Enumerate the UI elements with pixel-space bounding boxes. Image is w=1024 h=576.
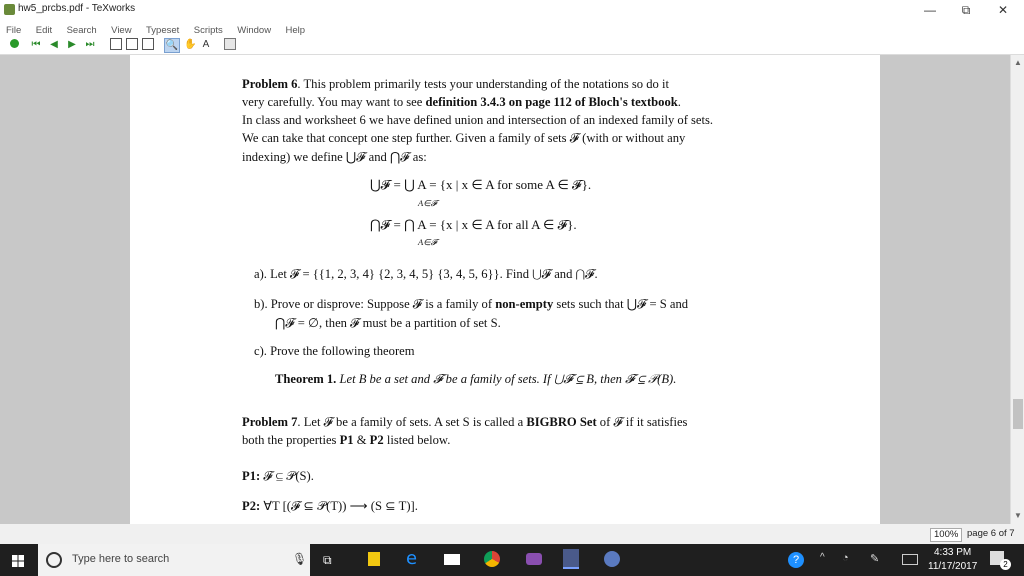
p7-line-1 (242, 415, 687, 430)
edge-icon[interactable]: e (406, 548, 418, 569)
p2-label: P2: (242, 499, 261, 513)
p7-text-1c: of 𝓕 if it satisfies (596, 415, 688, 429)
previous-page-icon[interactable]: ◀ (50, 39, 58, 50)
mail-icon[interactable] (444, 554, 460, 565)
part-b-line-1 (254, 296, 688, 312)
p7-line-2 (242, 433, 450, 448)
minimize-button[interactable]: — (924, 3, 936, 17)
zoom-level[interactable]: 100% (930, 528, 962, 542)
theorem-1 (275, 372, 676, 387)
p7-text-1b: BIGBRO Set (526, 415, 597, 429)
taskbar (0, 544, 1024, 576)
problem-6-heading: Problem 6 (242, 77, 298, 91)
fit-window-icon[interactable] (142, 38, 154, 50)
p6-text-1: . This problem primarily tests your understanding of the notations so do it (297, 77, 669, 91)
close-button[interactable]: ✕ (997, 3, 1009, 17)
window-title: hw5_prcbs.pdf - TeXworks (18, 3, 136, 14)
pdf-page (130, 55, 880, 524)
union-definition: ⋃𝓕 = ⋃ A = {x | x ∈ A for some A ∈ 𝓕}. (370, 177, 592, 192)
first-page-icon[interactable]: ⏮ (31, 39, 41, 50)
union-index: A∈𝓕 (418, 198, 437, 208)
part-b-text-b: non-empty (495, 297, 554, 311)
menu-window[interactable]: Window (237, 25, 272, 36)
paint-icon[interactable] (604, 551, 620, 567)
restore-button[interactable]: ⧉ (961, 3, 971, 17)
clock-date[interactable]: 11/17/2017 (928, 561, 978, 572)
part-b-text-c: sets such that ⋃𝓕 = S and (553, 297, 689, 311)
wifi-icon[interactable]: ◔ (842, 552, 849, 564)
hand-tool-icon[interactable]: ✋ (184, 39, 197, 50)
app-icon[interactable] (526, 553, 542, 565)
theorem-1-body: Let B be a set and 𝓕 be a family of sets. If ⋃𝓕 ⊆ B, then 𝓕 ⊆ 𝒫(B). (336, 372, 677, 386)
part-b-line-2: ⋂𝓕 = ∅, then 𝓕 must be a partition of set S. (275, 316, 501, 330)
chrome-icon[interactable] (484, 551, 500, 567)
clock-time[interactable]: 4:33 PM (934, 547, 972, 558)
p6-line-3: In class and worksheet 6 we have defined union and intersection of an indexed family of sets. (242, 113, 714, 127)
menu-bar (0, 20, 1024, 36)
title-bar (0, 0, 1024, 20)
p7-text-2a: both the properties (242, 433, 340, 447)
windows-start-icon[interactable] (12, 554, 24, 566)
p6-line-4: We can take that concept one step further. Given a family of sets 𝓕 (with or without any (242, 131, 686, 145)
magnify-icon[interactable]: 🔍 (165, 40, 179, 51)
typeset-icon[interactable] (10, 39, 19, 48)
intersection-index: A∈𝓕 (418, 237, 437, 247)
p6-text-2b: definition 3.4.3 on page 112 of Bloch's textbook (425, 95, 678, 109)
part-c: c). Prove the following theorem (254, 344, 415, 358)
task-view-icon[interactable]: ⧉ (323, 553, 332, 567)
problem-7-heading: Problem 7 (242, 415, 298, 429)
theorem-1-heading: Theorem 1. (275, 372, 337, 386)
menu-view[interactable]: View (111, 25, 132, 36)
menu-search[interactable]: Search (66, 25, 97, 36)
p6-line-2 (242, 95, 681, 110)
p6-line-5: indexing) we define ⋃𝓕 and ⋂𝓕 as: (242, 150, 427, 164)
text-select-icon[interactable]: A (202, 39, 210, 50)
last-page-icon[interactable]: ⏭ (85, 39, 95, 50)
status-bar (0, 524, 1024, 544)
menu-file[interactable]: File (6, 25, 22, 36)
part-a: a). Let 𝓕 = {{1, 2, 3, 4} {2, 3, 4, 5} {3, 4, 5, 6}}. Find ⋃𝓕 and ⋂𝓕. (254, 267, 598, 281)
store-icon[interactable] (368, 552, 380, 566)
p7-text-2e: listed below. (383, 433, 451, 447)
texworks-taskbar-icon[interactable] (563, 549, 579, 569)
property-p1 (242, 469, 314, 484)
microphone-icon[interactable]: 🎙 (292, 552, 308, 566)
menu-scripts[interactable]: Scripts (193, 25, 223, 36)
p2-text: ∀T [(𝓕 ⊆ 𝒫(T)) ⟶ (S ⊆ T)]. (260, 499, 418, 513)
property-p2 (242, 498, 418, 514)
scroll-down-icon[interactable]: ▼ (1014, 511, 1022, 520)
p7-text-2c: & (353, 433, 370, 447)
document-view[interactable] (0, 55, 1010, 524)
fit-width-icon[interactable] (126, 38, 138, 50)
help-icon[interactable]: ? (788, 552, 804, 568)
p7-text-1a: . Let 𝓕 be a family of sets. A set S is called a (297, 415, 527, 429)
search-box[interactable] (38, 544, 310, 576)
p6-line-1 (242, 77, 669, 92)
cortana-icon (46, 552, 62, 568)
intersection-definition: ⋂𝓕 = ⋂ A = {x | x ∈ A for all A ∈ 𝓕}. (370, 217, 577, 232)
scroll-thumb[interactable] (1013, 399, 1023, 429)
next-page-icon[interactable]: ▶ (68, 39, 76, 50)
texworks-app-icon (4, 4, 15, 15)
toolbar (0, 36, 1024, 55)
actual-size-icon[interactable] (110, 38, 122, 50)
pen-icon[interactable]: ✎ (870, 553, 880, 565)
show-hidden-icons[interactable]: ^ (820, 552, 825, 563)
notification-badge: 2 (1000, 559, 1011, 570)
menu-edit[interactable]: Edit (35, 25, 53, 36)
menu-typeset[interactable]: Typeset (146, 25, 180, 36)
menu-help[interactable]: Help (285, 25, 306, 36)
p1-label: P1: (242, 469, 261, 483)
keyboard-icon[interactable] (902, 554, 918, 565)
search-placeholder: Type here to search (72, 553, 170, 565)
p6-text-2c: . (677, 95, 681, 109)
vertical-scrollbar[interactable] (1010, 55, 1024, 524)
find-icon[interactable] (224, 38, 236, 50)
scroll-up-icon[interactable]: ▲ (1014, 58, 1022, 67)
part-b-text-a: b). Prove or disprove: Suppose 𝓕 is a family of (254, 297, 496, 311)
p6-text-2a: very carefully. You may want to see (242, 95, 426, 109)
p1-text: 𝓕 ⊆ 𝒫(S). (260, 469, 314, 483)
p7-text-2b: P1 (339, 433, 354, 447)
p7-text-2d: P2 (369, 433, 384, 447)
page-indicator: page 6 of 7 (967, 528, 1015, 539)
